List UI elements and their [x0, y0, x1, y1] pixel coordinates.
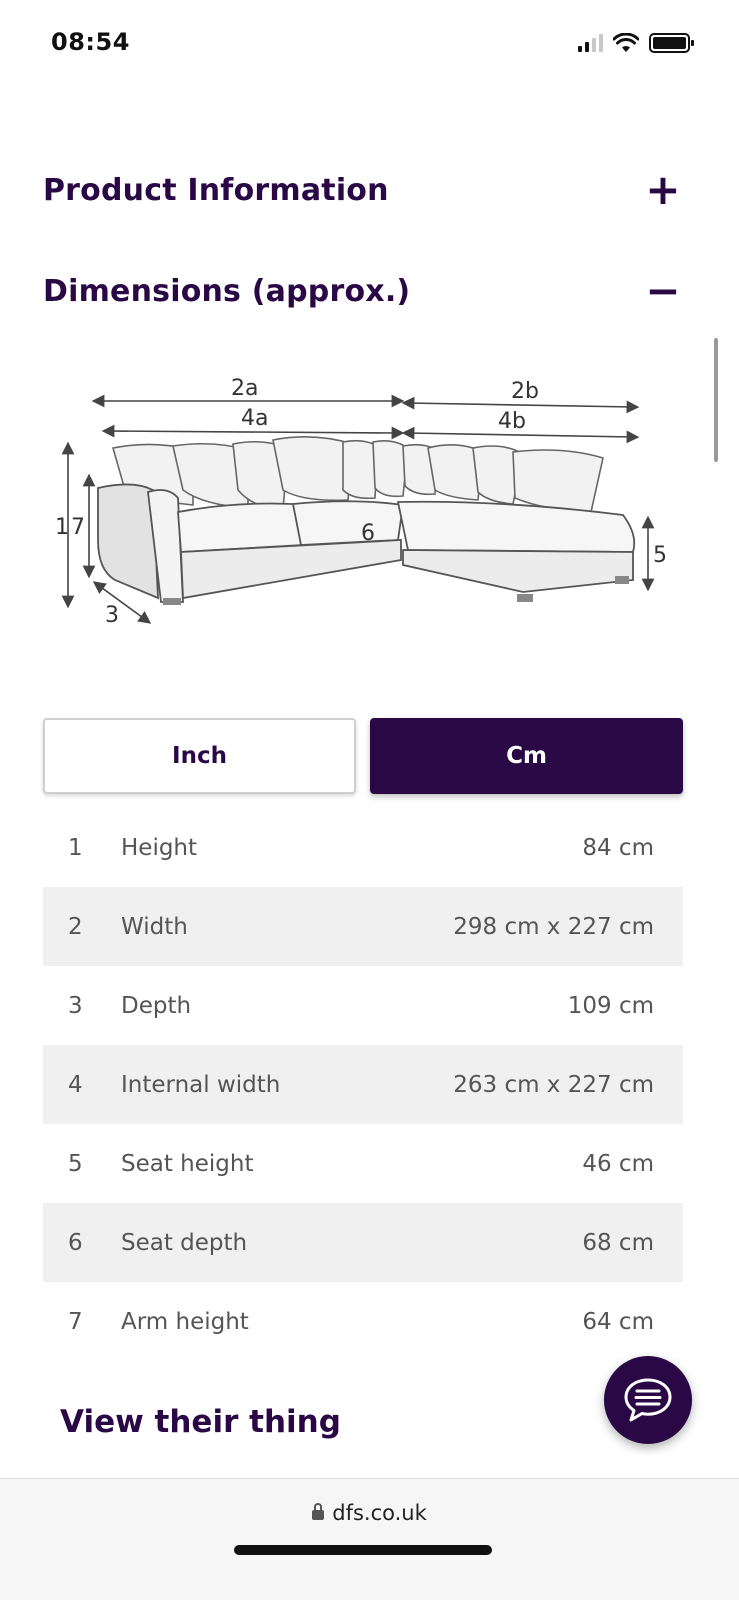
dimension-number: 2	[68, 913, 83, 940]
status-bar	[0, 0, 739, 90]
table-row	[43, 887, 683, 966]
section-heading-view-their-thing[interactable]: View their thing	[60, 1404, 341, 1440]
wifi-icon	[613, 33, 639, 53]
dimension-value: 64 cm	[582, 1308, 654, 1335]
expand-plus-icon[interactable]: +	[645, 165, 681, 214]
dimension-value: 298 cm x 227 cm	[453, 913, 654, 940]
dimension-number: 3	[68, 992, 83, 1019]
inch-button[interactable]: Inch	[43, 718, 356, 794]
table-row	[43, 808, 683, 887]
collapse-minus-icon[interactable]: −	[645, 266, 681, 315]
diagram-label-5: 5	[653, 543, 667, 568]
dimension-value: 84 cm	[582, 834, 654, 861]
dimension-label: Seat height	[121, 1150, 254, 1177]
browser-address-bar	[0, 1478, 739, 1600]
diagram-label-7: 7	[71, 515, 85, 540]
diagram-label-3: 3	[105, 603, 119, 628]
diagram-label-2a: 2a	[231, 376, 259, 401]
accordion-title-dimensions: Dimensions (approx.)	[43, 273, 411, 309]
cellular-signal-icon	[578, 34, 603, 52]
dimension-label: Depth	[121, 992, 192, 1019]
dimension-label: Internal width	[121, 1071, 281, 1098]
home-indicator[interactable]	[234, 1545, 492, 1555]
accordion-title-product-information: Product Information	[43, 172, 389, 208]
sofa-dimensions-diagram	[43, 340, 683, 670]
dimension-label: Width	[121, 913, 188, 940]
scrollbar-thumb[interactable]	[714, 338, 718, 462]
diagram-label-6: 6	[361, 521, 375, 546]
chat-button[interactable]	[604, 1356, 692, 1444]
dimension-number: 7	[68, 1308, 83, 1335]
status-time: 08:54	[51, 28, 130, 56]
table-row	[43, 966, 683, 1045]
dimension-number: 4	[68, 1071, 83, 1098]
diagram-label-1: 1	[55, 515, 69, 540]
dimension-value: 46 cm	[582, 1150, 654, 1177]
status-icons	[578, 32, 695, 54]
table-row	[43, 1124, 683, 1203]
dimensions-table	[43, 808, 683, 1361]
table-row	[43, 1045, 683, 1124]
diagram-label-4b: 4b	[498, 409, 526, 434]
dimension-value: 68 cm	[582, 1229, 654, 1256]
diagram-label-4a: 4a	[241, 406, 269, 431]
dimension-value: 263 cm x 227 cm	[453, 1071, 654, 1098]
battery-icon	[649, 32, 695, 54]
lock-icon	[312, 1510, 324, 1520]
url-display[interactable]	[0, 1501, 739, 1525]
dimension-label: Seat depth	[121, 1229, 248, 1256]
dimension-number: 6	[68, 1229, 83, 1256]
table-row	[43, 1203, 683, 1282]
accordion-dimensions[interactable]	[43, 266, 683, 315]
accordion-product-information[interactable]	[43, 165, 683, 214]
dimension-number: 1	[68, 834, 83, 861]
unit-toggle	[43, 718, 683, 794]
dimension-label: Height	[121, 834, 198, 861]
dimension-value: 109 cm	[567, 992, 654, 1019]
url-text: dfs.co.uk	[332, 1501, 427, 1525]
dimension-label: Arm height	[121, 1308, 249, 1335]
dimension-number: 5	[68, 1150, 83, 1177]
chat-bubble-icon	[622, 1376, 674, 1424]
cm-button[interactable]: Cm	[370, 718, 683, 794]
diagram-label-2b: 2b	[511, 379, 539, 404]
table-row	[43, 1282, 683, 1361]
